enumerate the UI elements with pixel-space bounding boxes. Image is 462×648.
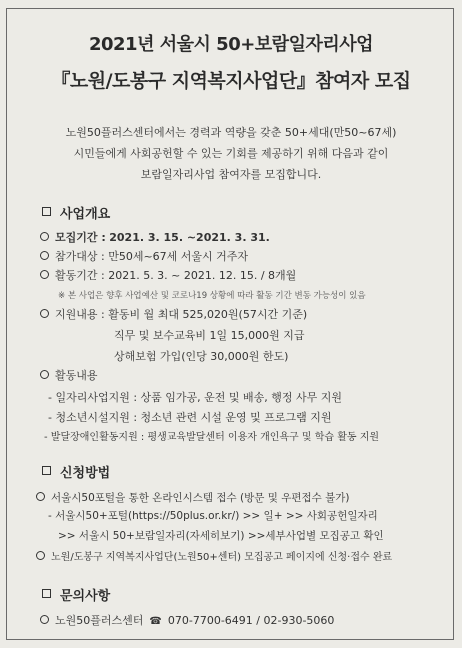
intro-line: 시민들에게 사회공헌할 수 있는 기회를 제공하기 위해 다음과 같이 (73, 147, 389, 160)
title-line-1: 2021년 서울시 50+보람일자리사업 (88, 34, 374, 55)
intro-line: 노원50플러스센터에서는 경력과 역량을 갖춘 50+세대(만50~67세) (65, 126, 397, 139)
square-bullet-icon (42, 207, 51, 216)
section-apply-heading: 신청방법 (42, 462, 110, 481)
activity-item-3: - 발달장애인활동지원 : 평생교육발달센터 이용자 개인욕구 및 학습 활동 지원 (44, 432, 380, 443)
section-contact-heading: 문의사항 (42, 585, 110, 604)
intro-line: 보람일자리사업 참여자를 모집합니다. (140, 168, 322, 181)
title-line-2: 『노원/도봉구 지역복지사업단』참여자 모집 (51, 70, 411, 92)
apply-line-2: - 서울시50+포털(https://50plus.or.kr/) >> 일+ >> 사회공헌일자리 (48, 510, 378, 522)
intro-paragraph (0, 122, 462, 185)
activities-heading: 활동내용 (40, 367, 98, 383)
apply-line-1: 서울시50포털을 통한 온라인시스템 접수 (방문 및 우편접수 불가) (36, 490, 350, 505)
support-1: 지원내용 : 활동비 월 최대 525,020원(57시간 기준) (40, 306, 307, 322)
activity-period: 활동기간 : 2021. 5. 3. ~ 2021. 12. 15. / 8개월 (40, 267, 296, 283)
circle-bullet-icon (40, 309, 49, 318)
support-3: 상해보험 가입(인당 30,000원 한도) (114, 350, 289, 363)
activity-item-2: - 청소년시설지원 : 청소년 관련 시설 운영 및 프로그램 지원 (48, 411, 332, 424)
activity-item-1: - 일자리사업지원 : 상품 임가공, 운전 및 배송, 행정 사무 지원 (48, 391, 343, 404)
contact-line: 노원50플러스센터 ☎ 070-7700-6491 / 02-930-5060 (40, 612, 334, 628)
recruit-period: 모집기간 : 2021. 3. 15. ~2021. 3. 31. (40, 229, 270, 245)
circle-bullet-icon (40, 270, 49, 279)
circle-bullet-icon (40, 615, 49, 624)
circle-bullet-icon (40, 232, 49, 241)
circle-bullet-icon (36, 492, 45, 501)
apply-line-4: 노원/도봉구 지역복지사업단(노원50+센터) 모집공고 페이지에 신청·접수 완료 (36, 548, 392, 563)
circle-bullet-icon (40, 370, 49, 379)
apply-line-3: >> 서울시 50+보람일자리(자세히보기) >>세부사업별 모집공고 확인 (58, 530, 384, 542)
poster-frame (6, 8, 454, 640)
support-2: 직무 및 보수교육비 1일 15,000원 지급 (114, 329, 305, 342)
square-bullet-icon (42, 466, 51, 475)
activity-note: ※ 본 사업은 향후 사업예산 및 코로나19 상황에 따라 활동 기간 변동 가능성이 있음 (58, 291, 366, 301)
circle-bullet-icon (36, 551, 45, 560)
section-overview-heading: 사업개요 (42, 203, 110, 222)
telephone-icon: ☎ (149, 616, 162, 627)
square-bullet-icon (42, 589, 51, 598)
circle-bullet-icon (40, 251, 49, 260)
target: 참가대상 : 만50세~67세 서울시 거주자 (40, 248, 248, 264)
